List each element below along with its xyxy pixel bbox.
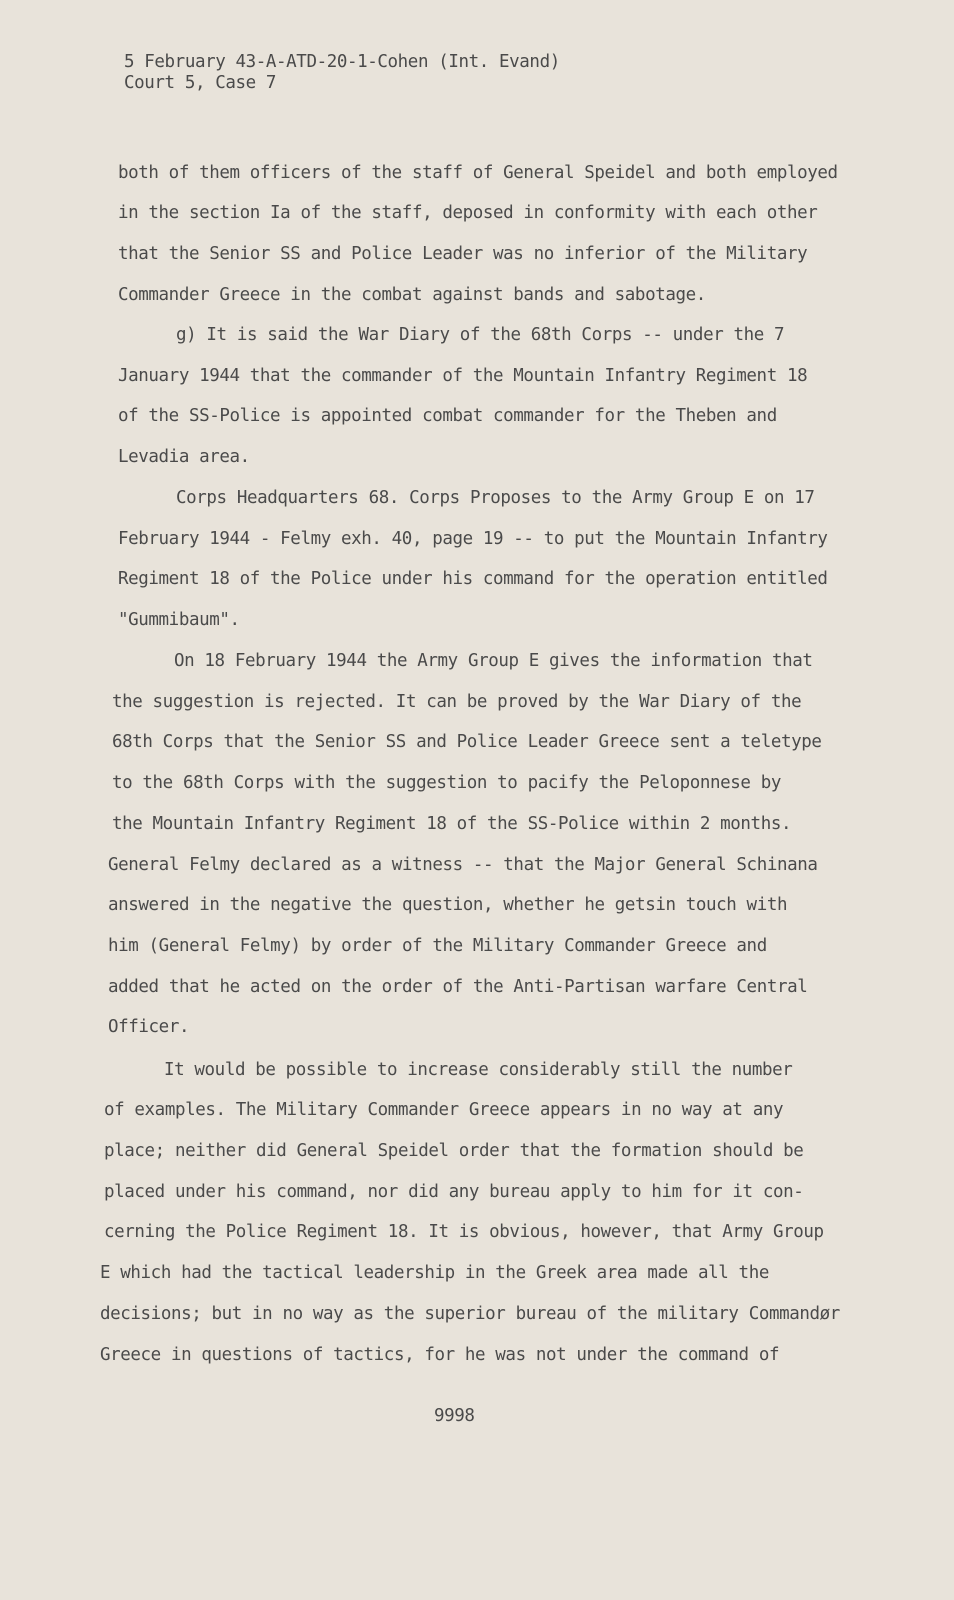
body-line: the Mountain Infantry Regiment 18 of the SS-Police within 2 months. [112, 814, 792, 834]
body-line: 68th Corps that the Senior SS and Police Leader Greece sent a teletype [112, 732, 822, 752]
body-line: decisions; but in no way as the superior bureau of the military Commandør [100, 1304, 840, 1324]
body-line: that the Senior SS and Police Leader was no inferior of the Military [118, 244, 808, 264]
body-line: January 1944 that the commander of the Mountain Infantry Regiment 18 [118, 366, 808, 386]
body-line: both of them officers of the staff of General Speidel and both employed [118, 163, 838, 183]
body-line: placed under his command, nor did any bureau apply to him for it con- [104, 1182, 804, 1202]
body-line: Officer. [108, 1017, 190, 1037]
body-line: the suggestion is rejected. It can be proved by the War Diary of the [112, 692, 802, 712]
body-line: answered in the negative the question, whether he getsin touch with [108, 895, 788, 915]
body-line: in the section Ia of the staff, deposed in conformity with each other [118, 203, 818, 223]
body-line: Regiment 18 of the Police under his command for the operation entitled [118, 569, 828, 589]
body-line: him (General Felmy) by order of the Military Commander Greece and [108, 936, 767, 956]
body-line: place; neither did General Speidel order that the formation should be [104, 1141, 804, 1161]
body-line: General Felmy declared as a witness -- that the Major General Schinana [108, 855, 818, 875]
body-line: Corps Headquarters 68. Corps Proposes to the Army Group E on 17 [176, 488, 815, 508]
body-line: "Gummibaum". [118, 610, 240, 630]
body-line: E which had the tactical leadership in the Greek area made all the [100, 1263, 769, 1283]
body-line: Levadia area. [118, 447, 250, 467]
body-line: On 18 February 1944 the Army Group E gives the information that [174, 651, 813, 671]
body-line: to the 68th Corps with the suggestion to pacify the Peloponnese by [112, 773, 781, 793]
body-line: of the SS-Police is appointed combat commander for the Theben and [118, 406, 777, 426]
body-line: It would be possible to increase considerably still the number [164, 1060, 793, 1080]
body-line: cerning the Police Regiment 18. It is obvious, however, that Army Group [104, 1222, 824, 1242]
page-number: 9998 [434, 1406, 475, 1426]
body-line: February 1944 - Felmy exh. 40, page 19 -- to put the Mountain Infantry [118, 529, 828, 549]
body-line: g) It is said the War Diary of the 68th Corps -- under the 7 [176, 325, 785, 345]
header-reference-line: 5 February 43-A-ATD-20-1-Cohen (Int. Evand) [124, 52, 560, 72]
body-line: Commander Greece in the combat against bands and sabotage. [118, 285, 706, 305]
body-line: added that he acted on the order of the Anti-Partisan warfare Central [108, 977, 808, 997]
body-line: Greece in questions of tactics, for he was not under the command of [100, 1345, 780, 1365]
header-court-line: Court 5, Case 7 [124, 73, 277, 93]
body-line: of examples. The Military Commander Greece appears in no way at any [104, 1100, 784, 1120]
